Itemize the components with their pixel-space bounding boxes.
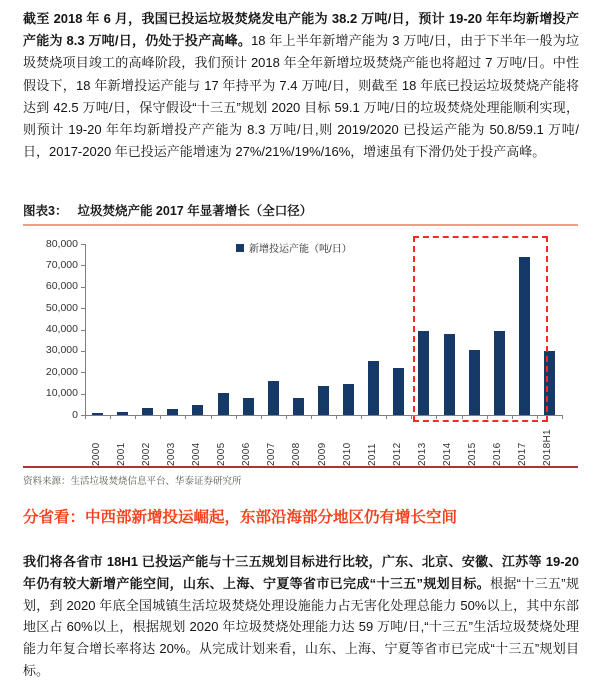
source-text: 资料来源：生活垃圾焚烧信息平台、华泰证券研究所 xyxy=(23,476,242,487)
x-label-2010: 2010 xyxy=(341,442,353,466)
bar-2011 xyxy=(368,361,379,415)
x-tick-mark xyxy=(361,415,362,419)
y-tick-mark xyxy=(81,372,85,373)
chart-legend xyxy=(236,240,352,255)
x-label-2001: 2001 xyxy=(115,442,127,466)
x-tick-mark xyxy=(386,415,387,419)
section-heading: 分省看：中西部新增投运崛起，东部沿海部分地区仍有增长空间 xyxy=(23,509,458,526)
bar-chart xyxy=(0,229,601,465)
x-tick-mark xyxy=(185,415,186,419)
y-tick-mark xyxy=(81,394,85,395)
bar-2012 xyxy=(393,368,404,415)
y-tick-label-70000: 70,000 xyxy=(45,258,78,271)
x-label-2016: 2016 xyxy=(492,442,504,466)
x-label-2007: 2007 xyxy=(266,442,278,466)
y-tick-label-30000: 30,000 xyxy=(45,344,78,357)
x-tick-mark xyxy=(160,415,161,419)
x-tick-mark xyxy=(411,415,412,419)
figure-label: 图表3： xyxy=(23,204,68,218)
y-tick-label-80000: 80,000 xyxy=(45,237,78,250)
bar-2002 xyxy=(142,408,153,415)
x-label-2000: 2000 xyxy=(90,442,102,466)
legend-swatch-icon xyxy=(236,244,244,252)
body-paragraph-regular: 根据“十三五”规划，到 2020 年底全国城镇生活垃圾焚烧处理设施能力占无害化处理总能力 50%以上，其中东部地区占 60%以上，根据规划 2020 年垃圾焚烧处理能力达 59 万吨/日,“十三五”生活垃圾焚烧处理能力年复合增长率将达 20%。从完成计划来看，山东、上海、宁夏等省市已完成“十三五”规划目标。 xyxy=(23,575,579,678)
bar-2008 xyxy=(293,398,304,415)
bar-2007 xyxy=(268,381,279,415)
y-axis-line xyxy=(85,244,86,415)
bar-2001 xyxy=(117,412,128,415)
x-label-2014: 2014 xyxy=(442,442,454,466)
x-label-2002: 2002 xyxy=(140,442,152,466)
bar-2009 xyxy=(318,386,329,415)
x-tick-mark xyxy=(236,415,237,419)
x-label-2015: 2015 xyxy=(467,442,479,466)
y-tick-mark xyxy=(81,287,85,288)
x-label-2011: 2011 xyxy=(366,443,378,466)
x-label-2013: 2013 xyxy=(416,442,428,466)
bar-2000 xyxy=(92,413,103,415)
x-label-2006: 2006 xyxy=(241,442,253,466)
x-tick-mark xyxy=(85,415,86,419)
body-paragraph-bold: 我们将各省市 18H1 已投运产能与十三五规划目标进行比较，广东、北京、安徽、江苏等 19-20 年仍有较大新增产能空间，山东、上海、宁夏等省市已完成“十三五”规划目标。 xyxy=(23,554,579,591)
source-note xyxy=(23,466,578,487)
y-tick-label-60000: 60,000 xyxy=(45,280,78,293)
y-tick-mark xyxy=(81,265,85,266)
y-tick-mark xyxy=(81,244,85,245)
x-tick-mark xyxy=(135,415,136,419)
x-label-2018H1: 2018H1 xyxy=(542,429,554,466)
x-tick-mark xyxy=(261,415,262,419)
highlight-box xyxy=(413,236,548,422)
y-tick-mark xyxy=(81,308,85,309)
x-tick-mark xyxy=(562,415,563,419)
y-tick-label-40000: 40,000 xyxy=(45,323,78,335)
intro-paragraph-bold: 截至 2018 年 6 月，我国已投运垃圾焚烧发电产能为 38.2 万吨/日，预计 19-20 年年均新增投产产能为 8.3 万吨/日，仍处于投产高峰。 xyxy=(23,11,579,49)
x-tick-mark xyxy=(110,415,111,419)
legend-label: 新增投运产能（吨/日） xyxy=(249,244,352,255)
y-tick-label-20000: 20,000 xyxy=(45,365,78,378)
x-label-2003: 2003 xyxy=(165,442,177,466)
bar-2006 xyxy=(243,398,254,415)
y-tick-mark xyxy=(81,351,85,352)
y-tick-label-0: 0 xyxy=(72,408,78,421)
x-label-2004: 2004 xyxy=(190,442,202,466)
intro-paragraph-regular: 18 年上半年新增产能为 3 万吨/日，由于下半年一般为垃圾焚烧项目竣工的高峰阶段，我们预计 2018 年全年新增垃圾焚烧产能也将超过 7 万吨/日。中性假设下，18 年新增投运产能与 17 年持平为 7.4 万吨/日，则截至 18 年底已投运垃圾焚烧产能将达到 42.5 万吨/日，保守假设“十三五”规划 2020 目标 59.1 万吨/日的垃圾焚烧处理能顺利实现，则预计 19-20 年年均新增投产产能为 8.3 万吨/日,则 2019/2020 已投运产能为 50.8/59.1 万吨/日，2017-2020 年已投运产能增速为 27%/21%/19%/16%，增速虽有下滑仍处于投产高峰。 xyxy=(23,33,579,160)
x-label-2012: 2012 xyxy=(391,442,403,466)
bar-2010 xyxy=(343,384,354,415)
x-label-2008: 2008 xyxy=(291,442,303,466)
bar-2005 xyxy=(218,393,229,415)
figure-header xyxy=(23,201,578,226)
x-tick-mark xyxy=(286,415,287,419)
bar-2003 xyxy=(167,409,178,415)
x-tick-mark xyxy=(311,415,312,419)
x-label-2017: 2017 xyxy=(517,442,529,466)
intro-paragraph xyxy=(23,8,579,163)
bar-2004 xyxy=(192,405,203,415)
x-label-2005: 2005 xyxy=(216,442,228,466)
x-tick-mark xyxy=(211,415,212,419)
x-label-2009: 2009 xyxy=(316,442,328,466)
x-tick-mark xyxy=(336,415,337,419)
y-tick-label-10000: 10,000 xyxy=(45,387,78,400)
y-tick-mark xyxy=(81,330,85,331)
figure-title: 垃圾焚烧产能 2017 年显著增长（全口径） xyxy=(77,204,313,218)
y-tick-label-50000: 50,000 xyxy=(45,301,78,314)
body-paragraph xyxy=(23,551,579,682)
